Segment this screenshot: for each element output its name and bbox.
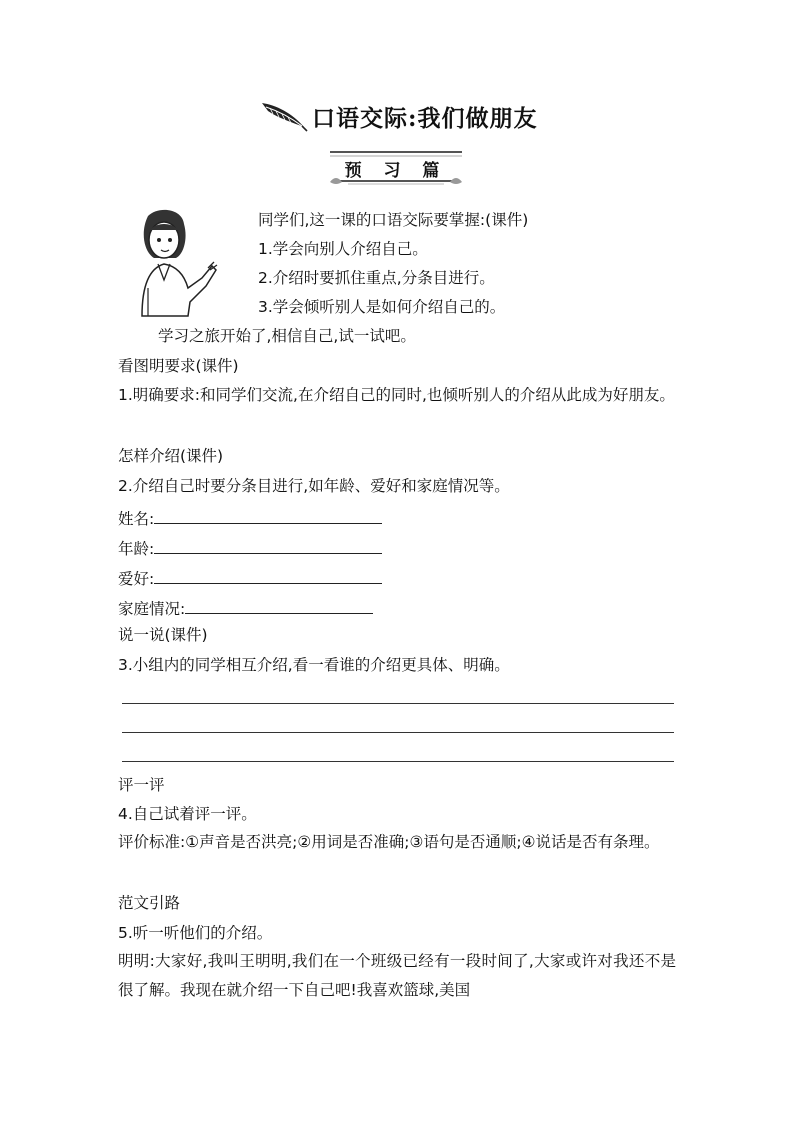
title-row bbox=[258, 96, 558, 136]
intro-point-2: 2.介绍时要抓住重点,分条目进行。 bbox=[258, 269, 495, 287]
answer-line-2[interactable] bbox=[122, 732, 674, 733]
answer-line-3[interactable] bbox=[122, 761, 674, 762]
section-banner bbox=[328, 150, 464, 186]
hobby-field-label: 爱好: bbox=[118, 570, 155, 588]
age-field-row bbox=[118, 535, 382, 560]
name-blank[interactable] bbox=[154, 505, 382, 524]
intro-point-1: 1.学会向别人介绍自己。 bbox=[258, 240, 428, 258]
feather-pen-icon bbox=[258, 99, 308, 133]
section-text-2: 2.介绍自己时要分条目进行,如年龄、爱好和家庭情况等。 bbox=[118, 477, 510, 495]
banner-label: 预 习 篇 bbox=[344, 161, 448, 181]
section-text-5: 5.听一听他们的介绍。 bbox=[118, 924, 273, 942]
hobby-blank[interactable] bbox=[154, 565, 382, 584]
teacher-illustration bbox=[118, 208, 218, 320]
age-blank[interactable] bbox=[154, 535, 382, 554]
section-text-4: 4.自己试着评一评。 bbox=[118, 805, 257, 823]
section-heading-5: 范文引路 bbox=[118, 894, 181, 912]
answer-line-1[interactable] bbox=[122, 703, 674, 704]
hobby-field-row bbox=[118, 565, 382, 590]
section-heading-1: 看图明要求(课件) bbox=[118, 357, 239, 375]
section-heading-2: 怎样介绍(课件) bbox=[118, 447, 224, 465]
name-field-label: 姓名: bbox=[118, 510, 155, 528]
section-heading-4: 评一评 bbox=[118, 776, 165, 794]
section-text-3: 3.小组内的同学相互介绍,看一看谁的介绍更具体、明确。 bbox=[118, 656, 510, 674]
family-field-label: 家庭情况: bbox=[118, 600, 186, 618]
intro-point-3: 3.学会倾听别人是如何介绍自己的。 bbox=[258, 298, 506, 316]
name-field-row bbox=[118, 505, 382, 530]
family-field-row bbox=[118, 595, 373, 620]
intro-lead: 同学们,这一课的口语交际要掌握:(课件) bbox=[258, 211, 529, 229]
sample-speech: 明明:大家好,我叫王明明,我们在一个班级已经有一段时间了,大家或许对我还不是很了解。我现在就介绍一下自己吧!我喜欢篮球,美国 bbox=[118, 952, 676, 999]
intro-closing: 学习之旅开始了,相信自己,试一试吧。 bbox=[158, 327, 416, 345]
page-title: 口语交际:我们做朋友 bbox=[312, 104, 538, 132]
section-text-1: 1.明确要求:和同学们交流,在介绍自己的同时,也倾听别人的介绍从此成为好朋友。 bbox=[118, 386, 675, 404]
age-field-label: 年龄: bbox=[118, 540, 155, 558]
family-blank[interactable] bbox=[185, 595, 373, 614]
evaluation-criteria: 评价标准:①声音是否洪亮;②用词是否准确;③语句是否通顺;④说话是否有条理。 bbox=[118, 833, 660, 851]
section-heading-3: 说一说(课件) bbox=[118, 626, 208, 644]
